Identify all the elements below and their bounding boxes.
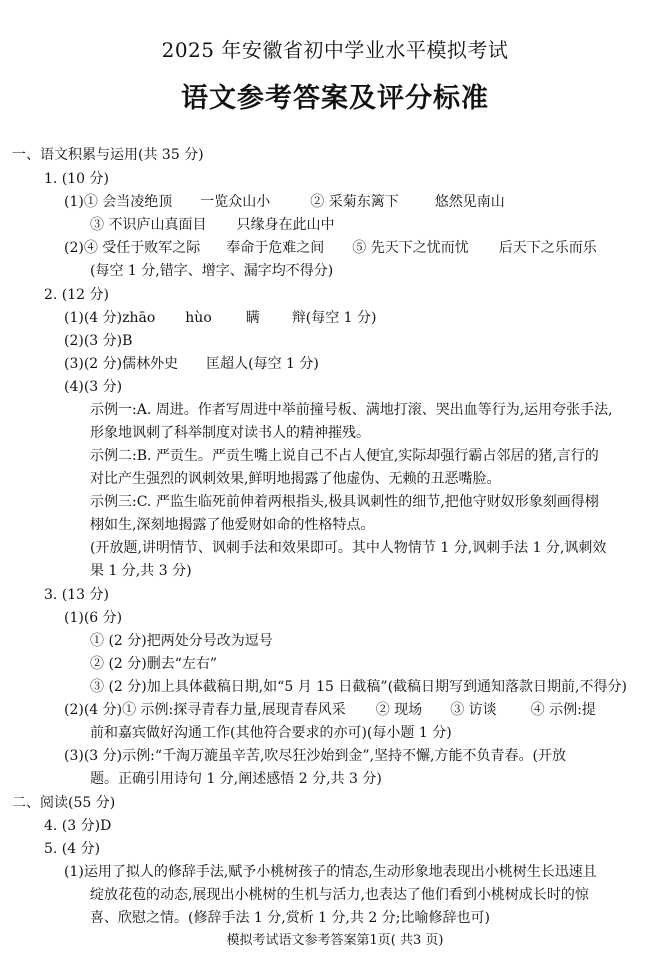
scoring-note: (每空 1 分,错字、增字、漏字均不得分) (90, 263, 334, 279)
answer-line: ③ (2 分)加上具体截稿日期,如“5 月 15 日截稿”(截稿日期写到通知落款日期前,不得分) (90, 679, 627, 695)
answer-line: 前和嘉宾做好沟通工作(其他符合要求的亦可)(每小题 1 分) (90, 725, 452, 741)
answer-line: (3)(3 分)示例:“千淘万漉虽辛苦,吹尽狂沙始到金”,坚持不懈,方能不负青春。(开放 (64, 748, 566, 764)
exam-title: 2025 年安徽省初中学业水平模拟考试 (161, 38, 509, 62)
answer-line: (4)(3 分) (64, 379, 123, 395)
answer-line: ① (2 分)把两处分号改为逗号 (90, 633, 273, 649)
answer-line: 形象地讽刺了科举制度对读书人的精神摧残。 (90, 425, 370, 441)
answer-line: (1)(4 分)zhāo hùo 瞒 辩(每空 1 分) (64, 310, 377, 326)
answer-line: 示例一:A. 周进。作者写周进中举前撞号板、满地打滚、哭出血等行为,运用夸张手法, (90, 402, 613, 418)
question-4-heading: 4. (3 分)D (44, 818, 112, 834)
question-5-heading: 5. (4 分) (44, 841, 101, 857)
question-1-heading: 1. (10 分) (44, 171, 109, 187)
answer-line: (2)(3 分)B (64, 333, 133, 349)
answer-line: (1)(6 分) (64, 610, 123, 626)
page-footer: 模拟考试语文参考答案第1页( 共3 页) (226, 933, 444, 948)
answer-line: ② (2 分)删去“左右” (90, 656, 218, 672)
document-title: 语文参考答案及评分标准 (181, 83, 489, 114)
question-3-heading: 3. (13 分) (44, 587, 109, 603)
answer-line: 栩如生,深刻地揭露了他爱财如命的性格特点。 (90, 517, 375, 533)
question-2-heading: 2. (12 分) (44, 287, 109, 303)
answer-line: (1)运用了拟人的修辞手法,赋予小桃树孩子的情态,生动形象地表现出小桃树生长迅速且 (64, 864, 597, 880)
scoring-note: (开放题,讲明情节、讽刺手法和效果即可。其中人物情节 1 分,讽刺手法 1 分,讽刺效 (90, 540, 607, 556)
answer-line: 示例二:B. 严贡生。严贡生嘴上说自己不占人便宜,实际却强行霸占邻居的猪,言行的 (90, 448, 599, 464)
section-heading-1: 一、语文积累与运用(共 35 分) (12, 147, 204, 163)
answer-line: 示例三:C. 严监生临死前伸着两根指头,极具讽刺性的细节,把他守财奴形象刻画得栩 (90, 494, 599, 510)
section-heading-2: 二、阅读(55 分) (12, 795, 116, 811)
answer-line: (3)(2 分)儒林外史 匡超人(每空 1 分) (64, 356, 319, 372)
answer-line: (1)① 会当凌绝顶 一览众山小 ② 采菊东篱下 悠然见南山 (64, 194, 505, 210)
scoring-note: 题。正确引用诗句 1 分,阐述感悟 2 分,共 3 分) (90, 771, 382, 787)
answer-line: (2)(4 分)① 示例:探寻青春力量,展现青春风采 ② 现场 ③ 访谈 ④ 示例:提 (64, 702, 596, 718)
answer-line: ③ 不识庐山真面目 只缘身在此山中 (90, 217, 335, 233)
answer-line: (2)④ 受任于败军之际 奉命于危难之间 ⑤ 先天下之忧而忧 后天下之乐而乐 (64, 240, 597, 256)
scoring-note: 喜、欣慰之情。(修辞手法 1 分,赏析 1 分,共 2 分;比喻修辞也可) (90, 910, 490, 926)
answer-line: 绽放花苞的动态,展现出小桃树的生机与活力,也表达了他们看到小桃树成长时的惊 (90, 887, 589, 903)
scoring-note: 果 1 分,共 3 分) (90, 563, 192, 579)
answer-line: 对比产生强烈的讽刺效果,鲜明地揭露了他虚伪、无赖的丑恶嘴脸。 (90, 471, 501, 487)
